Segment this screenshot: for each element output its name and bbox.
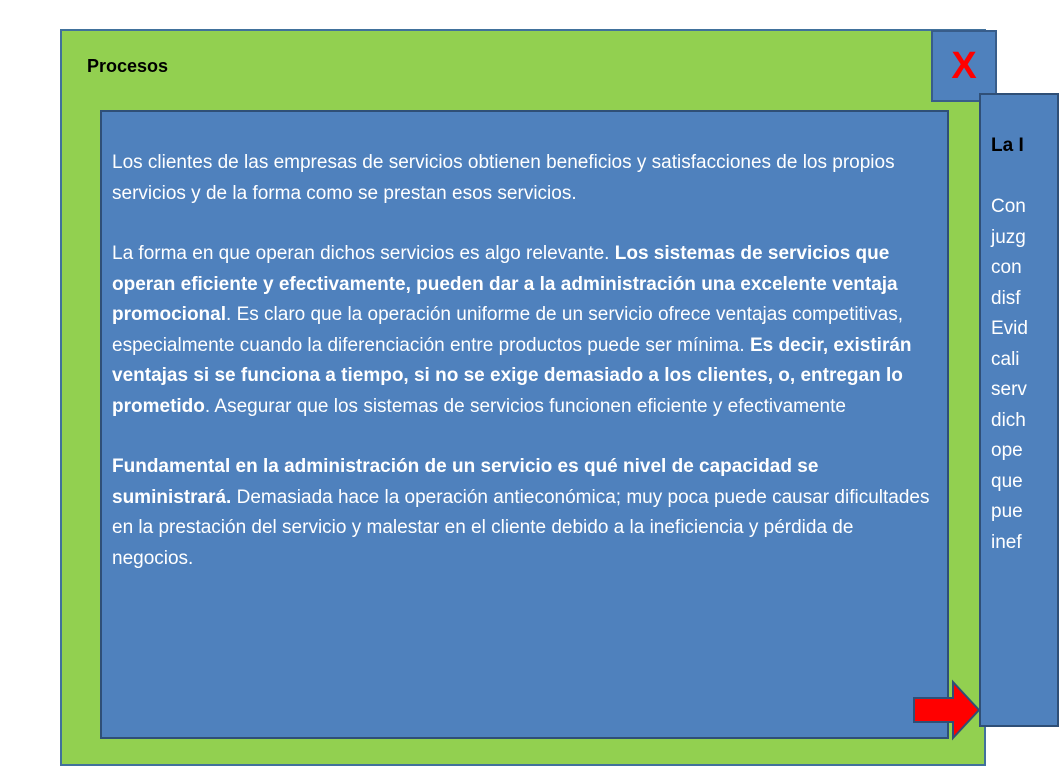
paragraph-2-bold-b: Es decir, existirán ventajas si se funciona a tiempo, si no se exige demasiado a los clientes, o, entregan lo prometido bbox=[112, 334, 912, 417]
paragraph-2 bbox=[112, 239, 937, 422]
paragraph-2-text-a: La forma en que operan dichos servicios es algo relevante. bbox=[112, 243, 615, 264]
paragraph-3 bbox=[112, 452, 937, 574]
side-line: disf bbox=[991, 287, 1021, 309]
side-line: juzg bbox=[991, 226, 1026, 248]
paragraph-1: Los clientes de las empresas de servicios obtienen beneficios y satisfacciones de los propios servicios y de la forma como se prestan esos servicios. bbox=[112, 152, 895, 204]
content-box bbox=[100, 110, 949, 739]
next-button[interactable] bbox=[913, 681, 981, 739]
side-panel-title: La I bbox=[991, 135, 1024, 156]
side-line: con bbox=[991, 257, 1022, 278]
paragraph-2-bold-a: Los sistemas de servicios que operan eficiente y efectivamente, pueden dar a la administración una excelente ventaja promocional bbox=[112, 243, 898, 325]
paragraph-2-text-b: . Es claro que la operación uniforme de un servicio ofrece ventajas competitivas, especialmente cuando la diferenciación entre productos puede ser mínima. bbox=[112, 304, 903, 356]
close-icon: X bbox=[951, 44, 977, 87]
side-line: cali bbox=[991, 348, 1020, 370]
side-line: pue bbox=[991, 501, 1023, 522]
side-line: serv bbox=[991, 379, 1027, 400]
right-arrow-icon bbox=[913, 681, 981, 739]
side-line: que bbox=[991, 470, 1023, 492]
side-line: inef bbox=[991, 531, 1022, 553]
panel-title: Procesos bbox=[87, 56, 169, 76]
paragraph-3-bold: Fundamental en la administración de un servicio es qué nivel de capacidad se suministrará. bbox=[112, 456, 819, 508]
side-line: dich bbox=[991, 409, 1026, 431]
side-line: Evid bbox=[991, 318, 1028, 339]
close-button[interactable] bbox=[931, 30, 997, 102]
paragraph-3-text: Demasiada hace la operación antieconómica; muy poca puede causar dificultades en la prestación del servicio y malestar en el cliente debido a la ineficiencia y pérdida de negocios. bbox=[112, 486, 930, 569]
side-panel bbox=[979, 93, 1059, 727]
side-line: Con bbox=[991, 196, 1026, 217]
paragraph-2-text-c: . Asegurar que los sistemas de servicios funcionen eficiente y efectivamente bbox=[204, 395, 846, 417]
side-line: ope bbox=[991, 440, 1023, 461]
